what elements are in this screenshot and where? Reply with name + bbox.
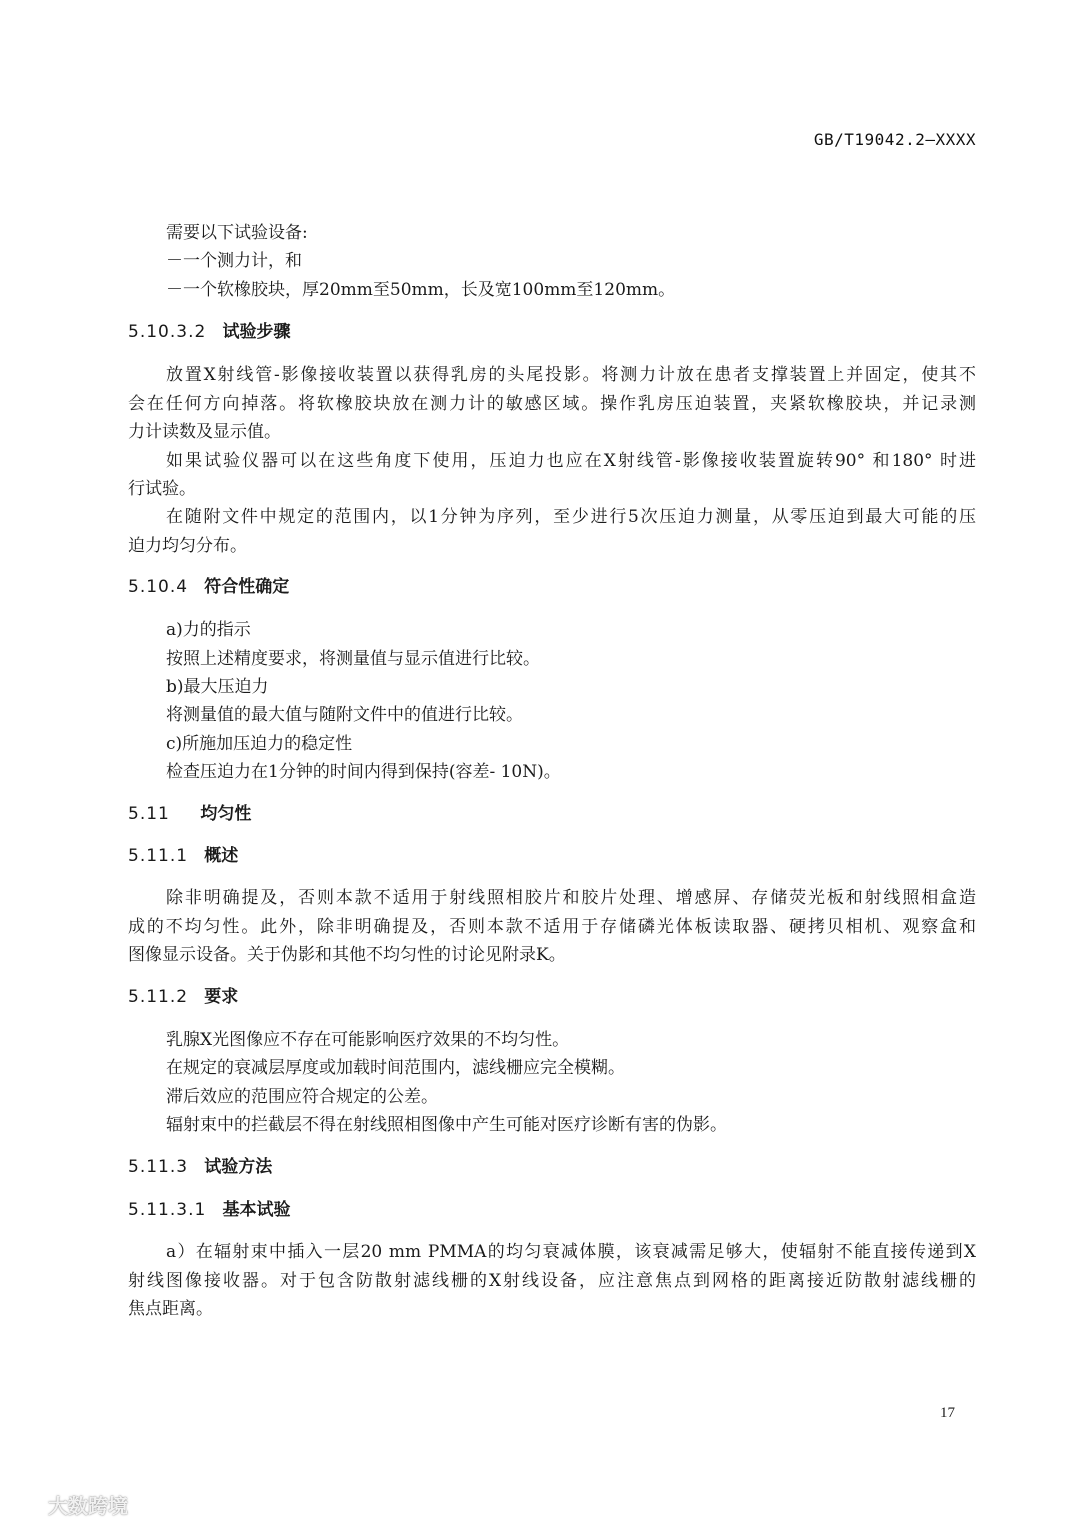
section-title: 试验步骤 (222, 322, 291, 342)
section-heading-5-10-3-2 (128, 321, 291, 343)
list-line: a)力的指示 (166, 620, 251, 640)
section-title: 均匀性 (200, 804, 252, 824)
equipment-intro: 需要以下试验设备: (166, 223, 308, 243)
watermark-text: 大数跨境 (48, 1494, 128, 1518)
paragraph-line: 焦点距离。 (128, 1299, 213, 1319)
page-number: 17 (940, 1405, 955, 1421)
section-number: 5.11.3.1 (128, 1200, 207, 1220)
list-line: 按照上述精度要求，将测量值与显示值进行比较。 (166, 649, 540, 669)
equipment-item-rubber-block: －一个软橡胶块，厚20mm至50mm，长及宽100mm至120mm。 (166, 280, 676, 300)
requirement-line: 乳腺X光图像应不存在可能影响医疗效果的不均匀性。 (166, 1030, 570, 1050)
paragraph-line: 图像显示设备。关于伪影和其他不均匀性的讨论见附录K。 (128, 945, 566, 965)
paragraph-line: 如果试验仪器可以在这些角度下使用，压迫力也应在X射线管-影像接收装置旋转90° 和180° 时进 (166, 451, 976, 471)
section-title: 符合性确定 (204, 577, 290, 597)
watermark (10, 1490, 128, 1519)
section-number: 5.11.3 (128, 1157, 189, 1177)
requirement-line: 滞后效应的范围应符合规定的公差。 (166, 1087, 438, 1107)
section-number: 5.10.4 (128, 577, 189, 597)
section-heading-5-11 (128, 803, 251, 825)
section-number: 5.10.3.2 (128, 322, 207, 342)
paragraph-line: 力计读数及显示值。 (128, 422, 281, 442)
requirement-line: 辐射束中的拦截层不得在射线照相图像中产生可能对医疗诊断有害的伪影。 (166, 1115, 727, 1135)
section-heading-5-11-3-1 (128, 1199, 291, 1221)
paragraph-line: 放置X射线管-影像接收装置以获得乳房的头尾投影。将测力计放在患者支撑装置上并固定，使其不 (166, 365, 976, 385)
paragraph-line: 除非明确提及，否则本款不适用于射线照相胶片和胶片处理、增感屏、存储荧光板和射线照相盒造 (166, 888, 976, 908)
paragraph-line: 会在任何方向掉落。将软橡胶块放在测力计的敏感区域。操作乳房压迫装置，夹紧软橡胶块，并记录测 (128, 394, 976, 414)
list-line: 将测量值的最大值与随附文件中的值进行比较。 (166, 705, 523, 725)
section-number: 5.11.2 (128, 987, 189, 1007)
list-line: c)所施加压迫力的稳定性 (166, 734, 353, 754)
section-title: 基本试验 (222, 1200, 291, 1220)
section-number: 5.11.1 (128, 846, 189, 866)
equipment-item-force-gauge: －一个测力计，和 (166, 251, 302, 271)
paragraph-line: 行试验。 (128, 479, 196, 499)
section-title: 要求 (204, 987, 239, 1007)
section-number: 5.11 (128, 804, 170, 824)
paragraph-line: 在随附文件中规定的范围内，以1分钟为序列，至少进行5次压迫力测量，从零压迫到最大可能的压 (166, 507, 976, 527)
list-line: b)最大压迫力 (166, 677, 269, 697)
paragraph-line: 迫力均匀分布。 (128, 536, 247, 556)
section-heading-5-10-4 (128, 576, 289, 598)
section-title: 概述 (204, 846, 239, 866)
list-line: 检查压迫力在1分钟的时间内得到保持(容差- 10N)。 (166, 762, 561, 782)
requirement-line: 在规定的衰减层厚度或加载时间范围内，滤线栅应完全模糊。 (166, 1058, 625, 1078)
section-title: 试验方法 (204, 1157, 273, 1177)
section-heading-5-11-3 (128, 1156, 272, 1178)
paragraph-line: a）在辐射束中插入一层20 mm PMMA的均匀衰减体膜，该衰减需足够大，使辐射不能直接传递到X (166, 1242, 976, 1262)
document-code-header: GB/T19042.2—XXXX (813, 130, 976, 149)
section-heading-5-11-2 (128, 986, 238, 1008)
watermark-logo-icon (10, 1494, 44, 1516)
paragraph-line: 成的不均匀性。此外，除非明确提及，否则本款不适用于存储磷光体板读取器、硬拷贝相机、观察盒和 (128, 917, 976, 937)
section-heading-5-11-1 (128, 845, 238, 867)
paragraph-line: 射线图像接收器。对于包含防散射滤线栅的X射线设备，应注意焦点到网格的距离接近防散射滤线栅的 (128, 1271, 976, 1291)
